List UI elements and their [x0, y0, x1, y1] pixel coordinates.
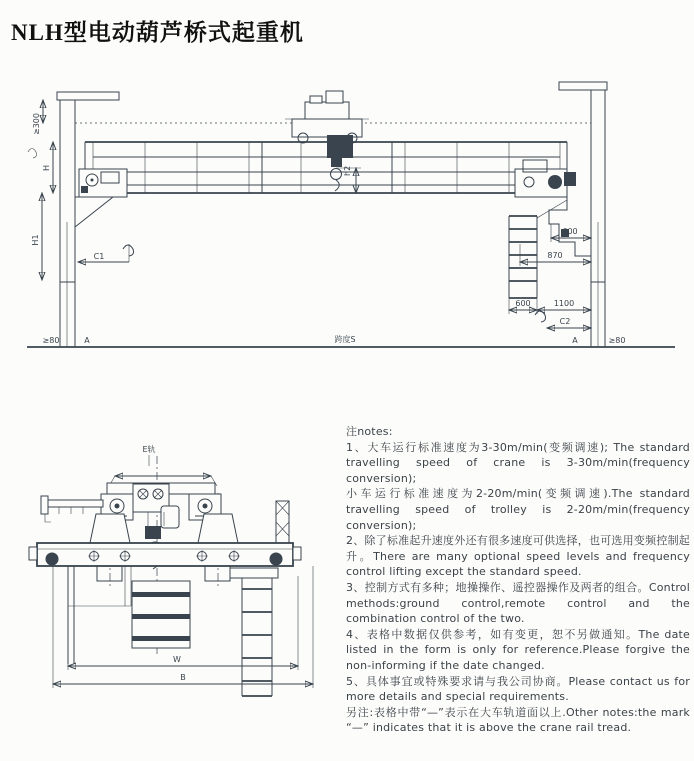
bridge-girder [85, 142, 567, 193]
dim-label-C1: C1 [93, 252, 105, 261]
dim-label-C2: C2 [559, 317, 571, 326]
end-view-drawing [15, 426, 339, 746]
right-ladder [230, 568, 278, 696]
dim-label-600-bottom: 600 [515, 299, 531, 308]
note-item: 另注:表格中带“—”表示在大车轨道面以上.Other notes:the mark “—” indicates that it is above the crane rail tread. [346, 705, 690, 735]
dim-c1 [78, 244, 134, 262]
note-item: 3、控制方式有多种；地操操作、遥控器操作及两者的组合。Control methods:ground control,remote control and the combination control of the two. [346, 580, 690, 626]
notes-block [346, 424, 690, 736]
note-item: 5、具体事宜或特殊要求请与我公司协商。Please contact us for more details and special requirements. [346, 674, 690, 704]
dim-label-H1: H1 [31, 234, 40, 246]
girder-cross-section [29, 543, 301, 566]
dim-label-span: 跨度S [334, 335, 356, 344]
side-elevation-drawing [15, 72, 683, 372]
hanging-plates [97, 566, 230, 581]
note-item: 小车运行标准速度为2-20m/min(变频调速).The standard travelling speed of trolley is 2-20m/min(frequency conversion); [346, 487, 690, 532]
dim-label-H: H [42, 164, 51, 172]
dim-label-B: B [180, 673, 186, 682]
note-item: 4、表格中数据仅供参考，如有变更，恕不另做通知。The date listed in the form is only for reference.Please forgive the non-informing if the date changed. [346, 627, 690, 672]
left-wall [57, 92, 119, 347]
hook-mark-icon [535, 311, 546, 322]
collector-arm [41, 496, 103, 522]
hook-mark-icon [123, 245, 134, 256]
page-title: NLH型电动葫芦桥式起重机 [11, 20, 304, 45]
note-item: 2、除了标准起升速度外还有很多速度可供选择，也可选用变频控制起升。There are many optional speed levels and frequency control lifting except the standard speed. [346, 534, 690, 579]
dim-label-80-left: ≥80 [42, 336, 60, 345]
dim-label-870: 870 [547, 251, 563, 260]
central-ladder [132, 581, 190, 648]
notes-heading: 注notes: [346, 425, 393, 438]
crane-wheel [270, 553, 283, 566]
left-end-truck [75, 169, 127, 227]
dim-label-600-top: 600 [562, 227, 578, 236]
dim-label-h2: h2 [343, 165, 352, 176]
crane-wheel [46, 553, 59, 566]
dim-label-300: ≥300 [32, 113, 41, 135]
dim-e [109, 444, 217, 486]
rail-baseline [27, 334, 675, 347]
left-dimensions [28, 100, 53, 280]
dim-label-W: W [173, 655, 181, 664]
dim-label-80-right: ≥80 [608, 336, 626, 345]
dim-label-A-left: A [84, 336, 90, 345]
dim-label-A-right: A [572, 336, 578, 345]
datum-mark-icon [28, 149, 37, 159]
dim-label-1100: 1100 [553, 299, 575, 308]
dim-label-E: E轨 [142, 445, 156, 454]
note-item: 1、大车运行标准速度为3-30m/min(变频调速); The standard travelling speed of crane is 3-30m/min(frequency conversion); [346, 440, 690, 485]
right-post [276, 501, 289, 543]
right-ladder [509, 216, 537, 298]
